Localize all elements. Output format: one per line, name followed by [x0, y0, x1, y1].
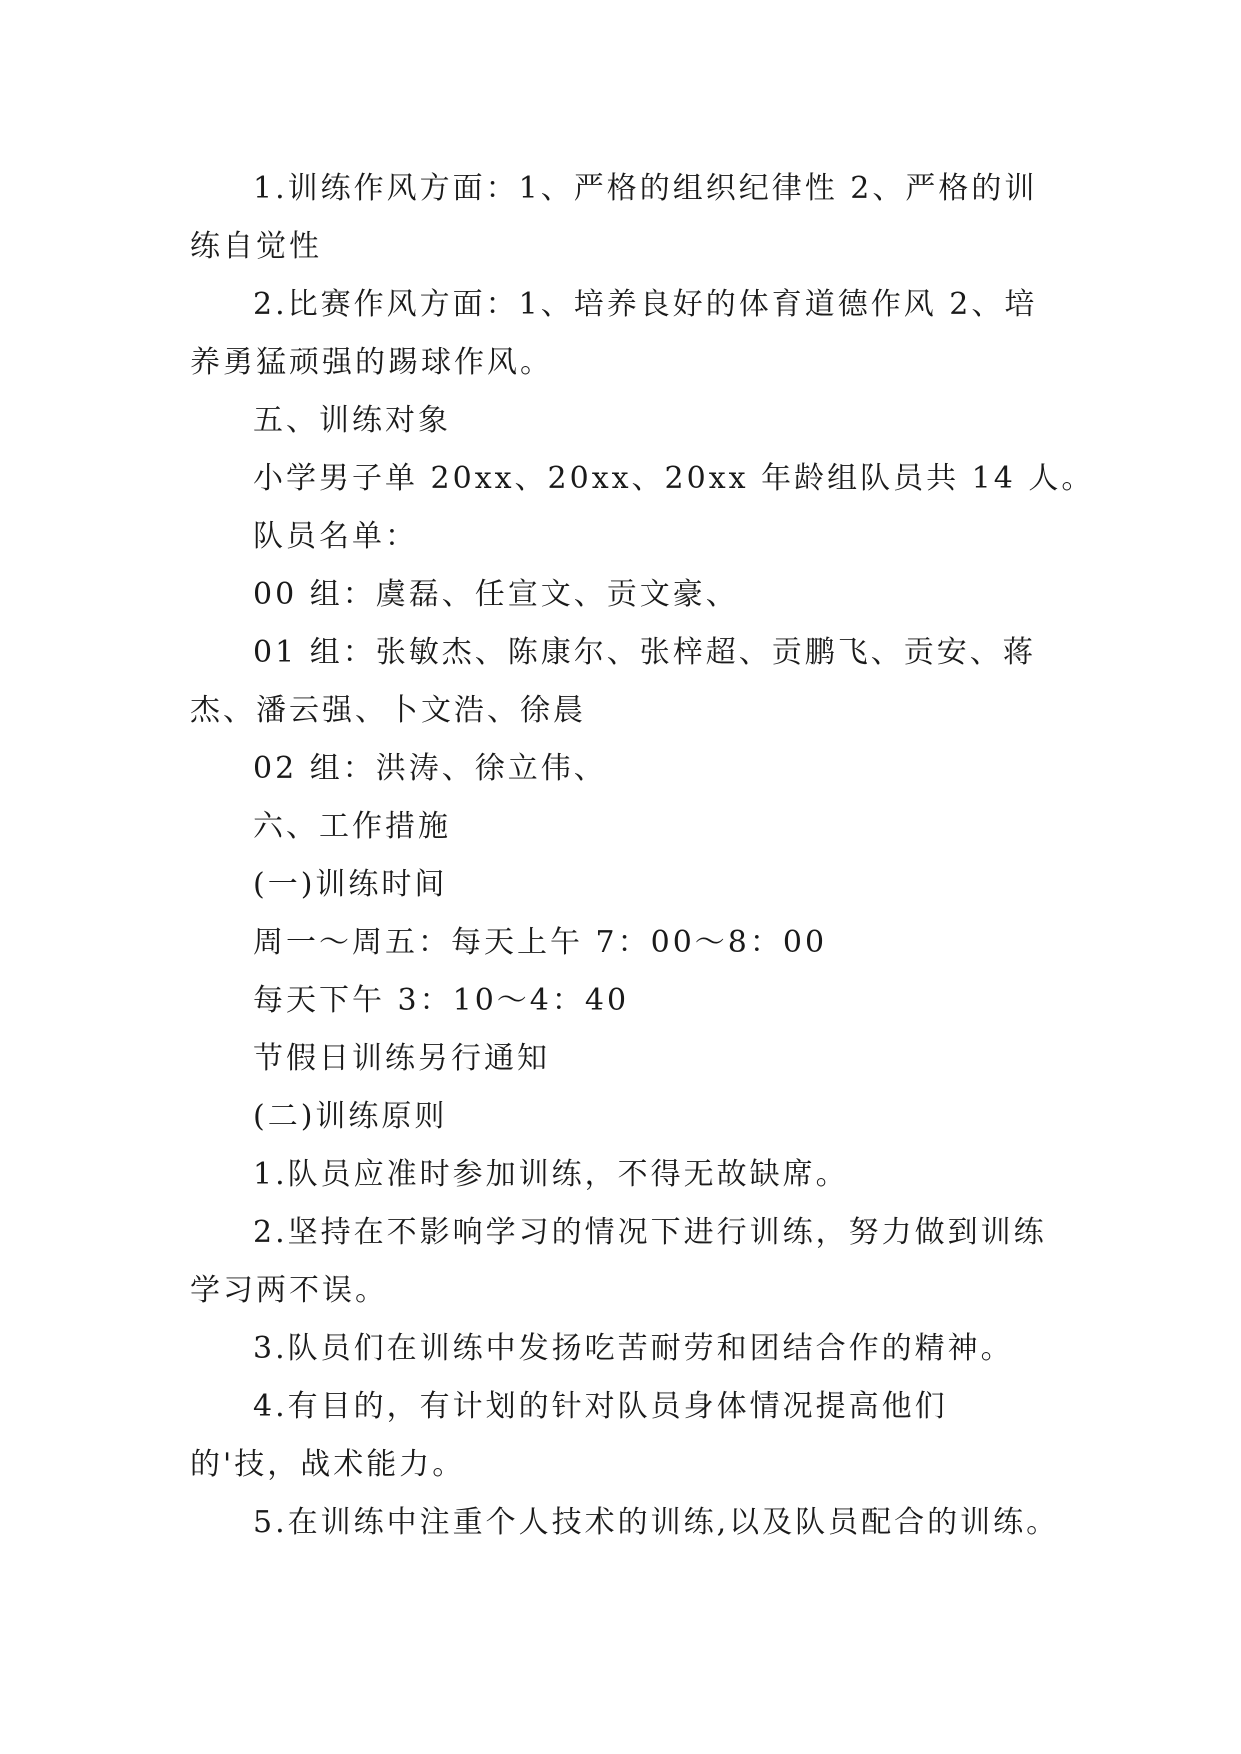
paragraph-competition-style: 2.比赛作风方面：1、培养良好的体育道德作风 2、培养勇猛顽强的踢球作风。 [190, 287, 1038, 380]
paragraph-group-01: 01 组：张敏杰、陈康尔、张梓超、贡鹏飞、贡安、蒋杰、潘云强、卜文浩、徐晨 [190, 635, 1036, 728]
paragraph-morning-schedule: 周一～周五：每天上午 7：00～8：00 [253, 925, 828, 960]
document-body [190, 160, 1095, 1552]
paragraph-roster-label: 队员名单： [253, 519, 418, 554]
paragraph-target-group: 小学男子单 20xx、20xx、20xx 年龄组队员共 14 人。 [253, 461, 1095, 496]
paragraph-principle-2: 2.坚持在不影响学习的情况下进行训练，努力做到训练学习两不误。 [190, 1215, 1047, 1308]
paragraph-afternoon-schedule: 每天下午 3：10～4：40 [253, 983, 630, 1018]
subheading-training-principles: (二)训练原则 [253, 1099, 448, 1134]
paragraph-principle-3: 3.队员们在训练中发扬吃苦耐劳和团结合作的精神。 [253, 1331, 1014, 1366]
paragraph-holiday-notice: 节假日训练另行通知 [253, 1041, 550, 1076]
section-heading-work-measures: 六、工作措施 [253, 809, 451, 844]
paragraph-principle-4: 4.有目的，有计划的针对队员身体情况提高他们的'技，战术能力。 [190, 1389, 948, 1482]
paragraph-group-02: 02 组：洪涛、徐立伟、 [253, 751, 607, 786]
section-heading-training-targets: 五、训练对象 [253, 403, 451, 438]
paragraph-training-style: 1.训练作风方面：1、严格的组织纪律性 2、严格的训练自觉性 [190, 171, 1038, 264]
subheading-training-time: (一)训练时间 [253, 867, 448, 902]
paragraph-group-00: 00 组：虞磊、任宣文、贡文豪、 [253, 577, 739, 612]
paragraph-principle-1: 1.队员应准时参加训练，不得无故缺席。 [253, 1157, 849, 1192]
paragraph-principle-5: 5.在训练中注重个人技术的训练,以及队员配合的训练。 [253, 1505, 1060, 1540]
